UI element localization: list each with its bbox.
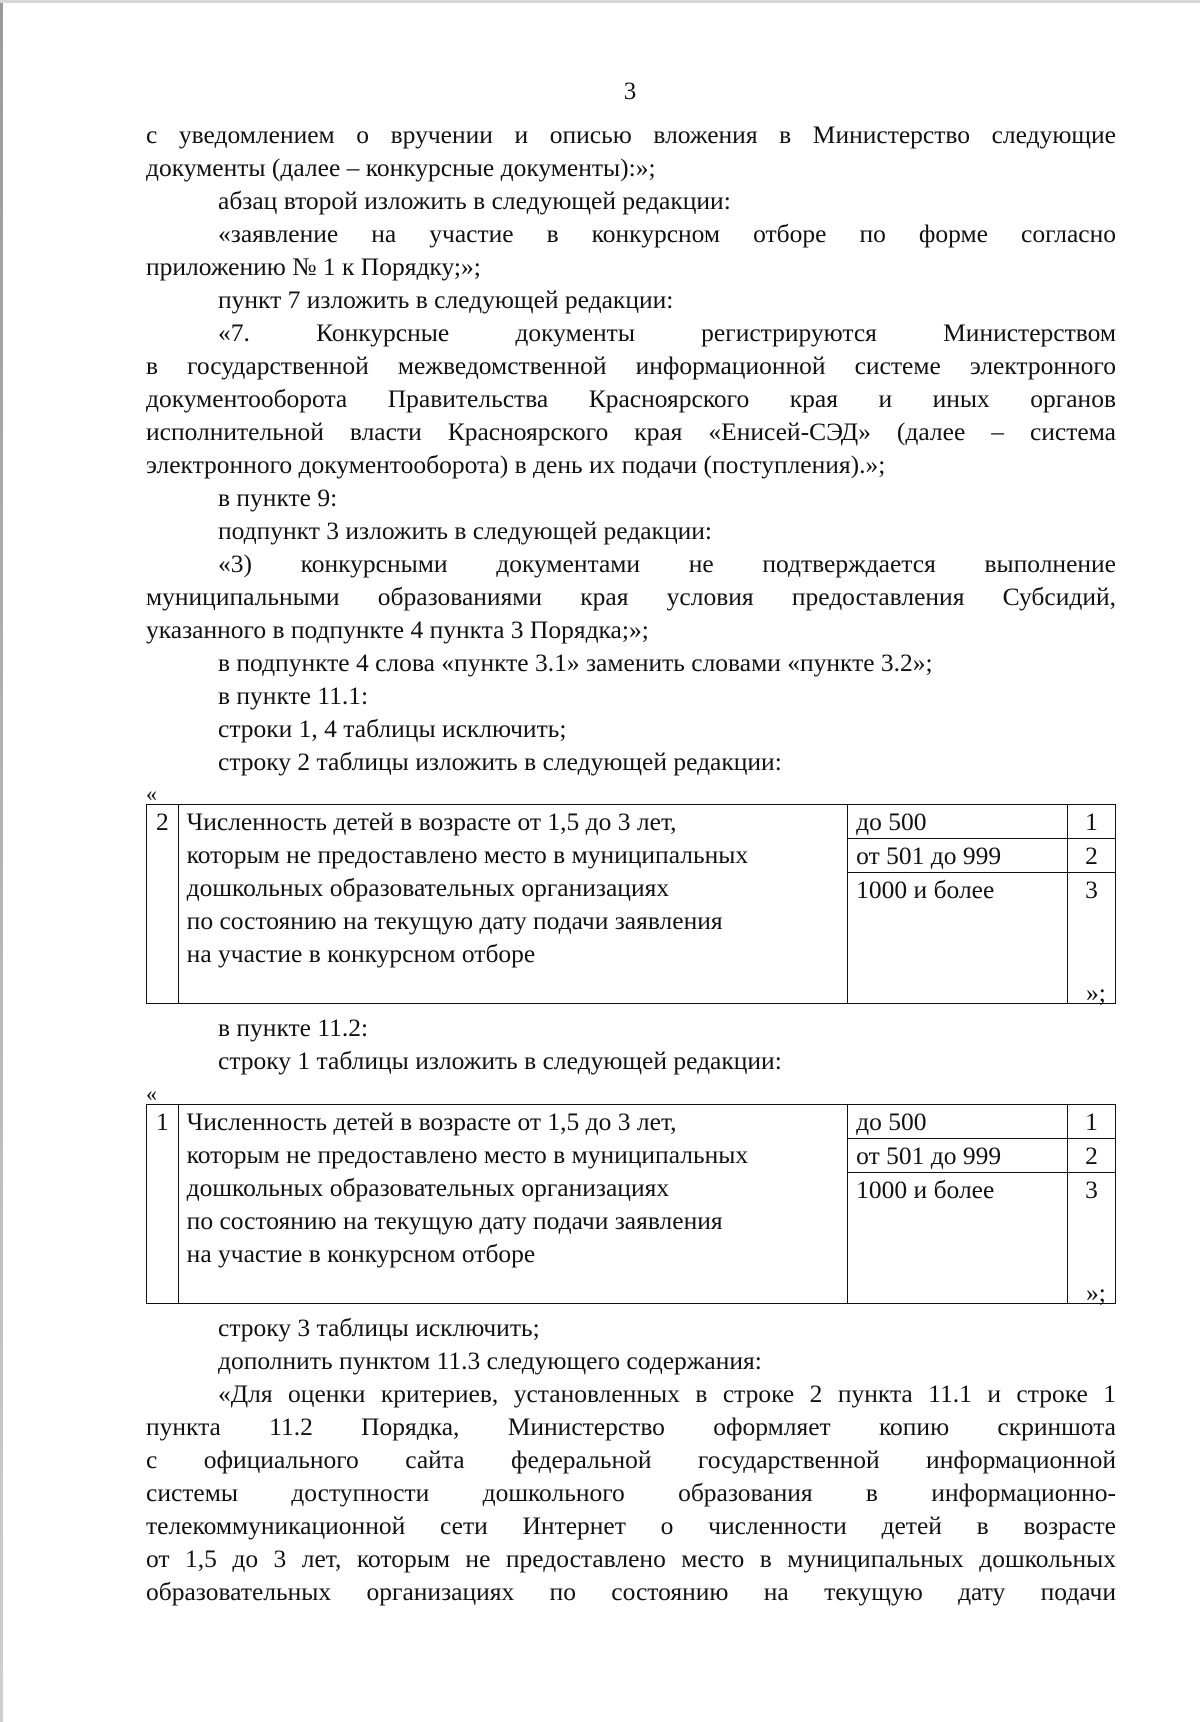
description-line: на участие в конкурсном отборе (186, 939, 536, 968)
score-cell: 2 (1067, 1139, 1115, 1173)
scan-edge (0, 0, 3, 1722)
text-line: исполнительной власти Красноярского края «Енисей-СЭД» (далее – система (146, 417, 1116, 446)
text-line: в пункте 11.2: (218, 1013, 369, 1042)
range-cell: от 501 до 999 (848, 1139, 1068, 1173)
range-cell: до 500 (848, 805, 1068, 839)
text-line: в государственной межведомственной информационной системе электронного (146, 351, 1116, 380)
text-line: приложению № 1 к Порядку;»; (146, 252, 481, 281)
range-cell: от 501 до 999 (848, 839, 1068, 873)
description-line: Численность детей в возрасте от 1,5 до 3 лет, (186, 807, 677, 836)
text-line: «3) конкурсными документами не подтверждается выполнение (218, 549, 1116, 578)
open-quote: « (146, 1081, 157, 1106)
text-line: документы (далее – конкурсные документы):»; (146, 153, 656, 182)
text-line: с уведомлением о вручении и описью вложения в Министерство следующие (146, 120, 1116, 149)
text-line: в подпункте 4 слова «пункте 3.1» заменить словами «пункте 3.2»; (218, 648, 933, 677)
description-line: Численность детей в возрасте от 1,5 до 3 лет, (186, 1107, 677, 1136)
description-line: дошкольных образовательных организациях (186, 873, 670, 902)
text-line: образовательных организациях по состоянию на текущую дату подачи (146, 1577, 1116, 1606)
description-line: по состоянию на текущую дату подачи заявления (186, 1206, 723, 1235)
table-row-number: 2 (147, 805, 179, 1004)
range-cell: до 500 (848, 1105, 1068, 1139)
description-line: по состоянию на текущую дату подачи заявления (186, 906, 723, 935)
close-quote: »; (1086, 978, 1106, 1007)
criteria-table-1 (146, 804, 1116, 1004)
text-line: телекоммуникационной сети Интернет о численности детей в возрасте (146, 1511, 1116, 1540)
text-line: системы доступности дошкольного образования в информационно- (146, 1478, 1116, 1507)
text-line: пункт 7 изложить в следующей редакции: (218, 285, 674, 314)
text-line: электронного документооборота) в день их подачи (поступления).»; (146, 450, 886, 479)
score-cell: 2 (1067, 839, 1115, 873)
range-cell-blank (848, 906, 1068, 1004)
description-line: на участие в конкурсном отборе (186, 1239, 536, 1268)
score-cell: 1 (1067, 1105, 1115, 1139)
table-row-number: 1 (147, 1105, 179, 1304)
page-number: 3 (623, 78, 637, 105)
text-line: дополнить пунктом 11.3 следующего содержания: (218, 1346, 762, 1375)
text-line: подпункт 3 изложить в следующей редакции: (218, 516, 712, 545)
text-line: документооборота Правительства Красноярского края и иных органов (146, 384, 1116, 413)
text-line: указанного в подпункте 4 пункта 3 Порядка;»; (146, 615, 649, 644)
text-line: строку 3 таблицы исключить; (218, 1313, 540, 1342)
score-cell: 3 (1067, 1173, 1115, 1207)
open-quote: « (146, 781, 157, 806)
description-line: которым не предоставлено место в муниципальных (186, 840, 749, 869)
table-description-cell (178, 805, 848, 1004)
description-line: дошкольных образовательных организациях (186, 1173, 670, 1202)
criteria-table-2 (146, 1104, 1116, 1304)
text-line: с официального сайта федеральной государственной информационной (146, 1445, 1116, 1474)
range-cell-blank (848, 1206, 1068, 1304)
table-row (147, 805, 1116, 839)
table-row (147, 1105, 1116, 1139)
text-line: от 1,5 до 3 лет, которым не предоставлено место в муниципальных дошкольных (146, 1544, 1116, 1573)
text-line: «Для оценки критериев, установленных в строке 2 пункта 11.1 и строке 1 (218, 1379, 1116, 1408)
text-line: строку 1 таблицы изложить в следующей редакции: (218, 1046, 782, 1075)
text-line: муниципальными образованиями края условия предоставления Субсидий, (146, 582, 1116, 611)
range-cell: 1000 и более (848, 873, 1068, 907)
score-cell: 3 (1067, 873, 1115, 907)
close-quote: »; (1086, 1278, 1106, 1307)
range-cell: 1000 и более (848, 1173, 1068, 1207)
text-line: пункта 11.2 Порядка, Министерство оформляет копию скриншота (146, 1412, 1116, 1441)
text-line: абзац второй изложить в следующей редакции: (218, 186, 731, 215)
text-line: в пункте 9: (218, 483, 338, 512)
score-cell: 1 (1067, 805, 1115, 839)
text-line: строки 1, 4 таблицы исключить; (218, 714, 567, 743)
table-description-cell (178, 1105, 848, 1304)
description-line: которым не предоставлено место в муниципальных (186, 1140, 749, 1169)
scan-edge (0, 0, 1200, 3)
text-line: «7. Конкурсные документы регистрируются Министерством (218, 318, 1116, 347)
text-line: «заявление на участие в конкурсном отборе по форме согласно (218, 219, 1116, 248)
text-line: строку 2 таблицы изложить в следующей редакции: (218, 747, 782, 776)
text-line: в пункте 11.1: (218, 681, 369, 710)
